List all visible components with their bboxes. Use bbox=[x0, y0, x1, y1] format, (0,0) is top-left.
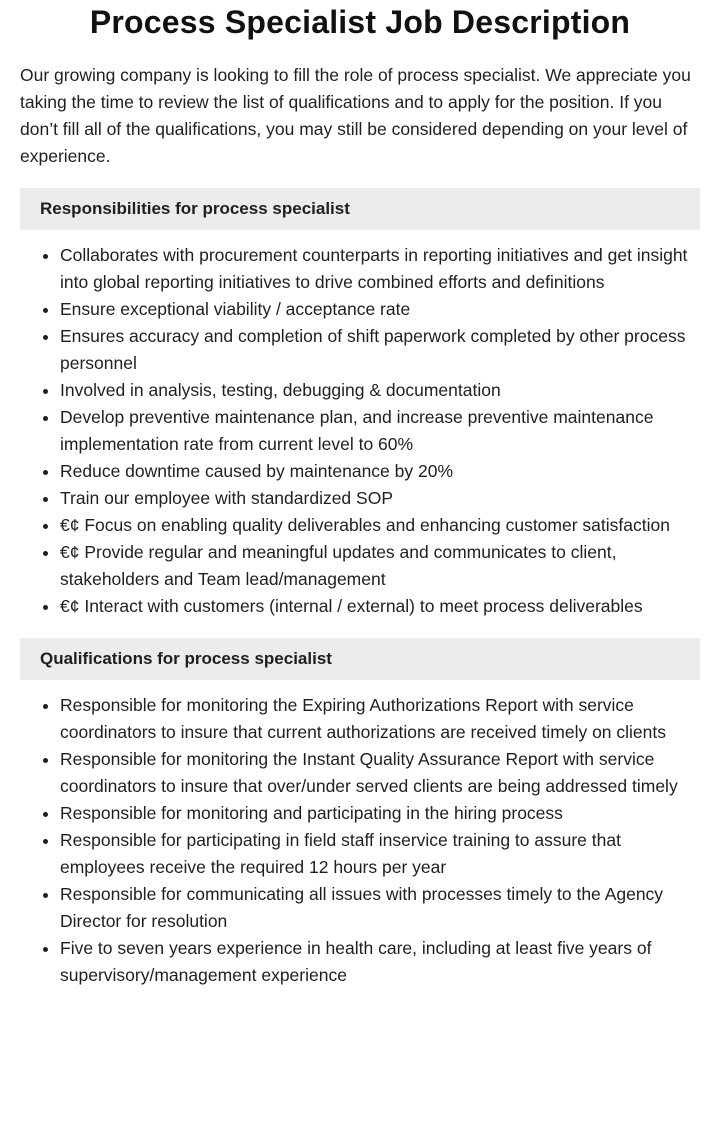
list-item: • €¢ Focus on enabling quality deliverables and enhancing customer satisfaction bbox=[60, 512, 700, 539]
list-item: • Responsible for participating in field staff inservice training to assure that employees receive the required 12 hours per year bbox=[60, 827, 700, 881]
list-item: • Five to seven years experience in health care, including at least five years of supervisory/management experience bbox=[60, 935, 700, 989]
list-item: • Ensure exceptional viability / acceptance rate bbox=[60, 296, 700, 323]
list-item: • €¢ Interact with customers (internal / external) to meet process deliverables bbox=[60, 593, 700, 620]
list-item: • Responsible for communicating all issues with processes timely to the Agency Director for resolution bbox=[60, 881, 700, 935]
page-title: Process Specialist Job Description bbox=[89, 4, 631, 40]
list-item: • Responsible for monitoring the Instant Quality Assurance Report with service coordinators to insure that over/under served clients are being addressed timely bbox=[60, 746, 700, 800]
list-item: • Responsible for monitoring the Expiring Authorizations Report with service coordinators to insure that current authorizations are received timely on clients bbox=[60, 692, 700, 746]
list-item: • Collaborates with procurement counterparts in reporting initiatives and get insight into global reporting initiatives to drive combined efforts and definitions bbox=[60, 242, 700, 296]
list-item: • €¢ Provide regular and meaningful updates and communicates to client, stakeholders and Team lead/management bbox=[60, 539, 700, 593]
list-item: • Involved in analysis, testing, debugging & documentation bbox=[60, 377, 700, 404]
list-item: • Train our employee with standardized SOP bbox=[60, 485, 700, 512]
responsibilities-heading: Responsibilities for process specialist bbox=[20, 188, 700, 230]
list-item: • Ensures accuracy and completion of shift paperwork completed by other process personnel bbox=[60, 323, 700, 377]
list-item: • Responsible for monitoring and participating in the hiring process bbox=[60, 800, 700, 827]
qualifications-list bbox=[20, 692, 700, 989]
qualifications-heading: Qualifications for process specialist bbox=[20, 638, 700, 680]
list-item: • Develop preventive maintenance plan, and increase preventive maintenance implementation rate from current level to 60% bbox=[60, 404, 700, 458]
intro-paragraph: Our growing company is looking to fill the role of process specialist. We appreciate you taking the time to review the list of qualifications and to apply for the position. If you don’t fill all of the qualifications, you may still be considered depending on your level of experience. bbox=[20, 65, 691, 166]
responsibilities-list bbox=[20, 242, 700, 620]
list-item: • Reduce downtime caused by maintenance by 20% bbox=[60, 458, 700, 485]
